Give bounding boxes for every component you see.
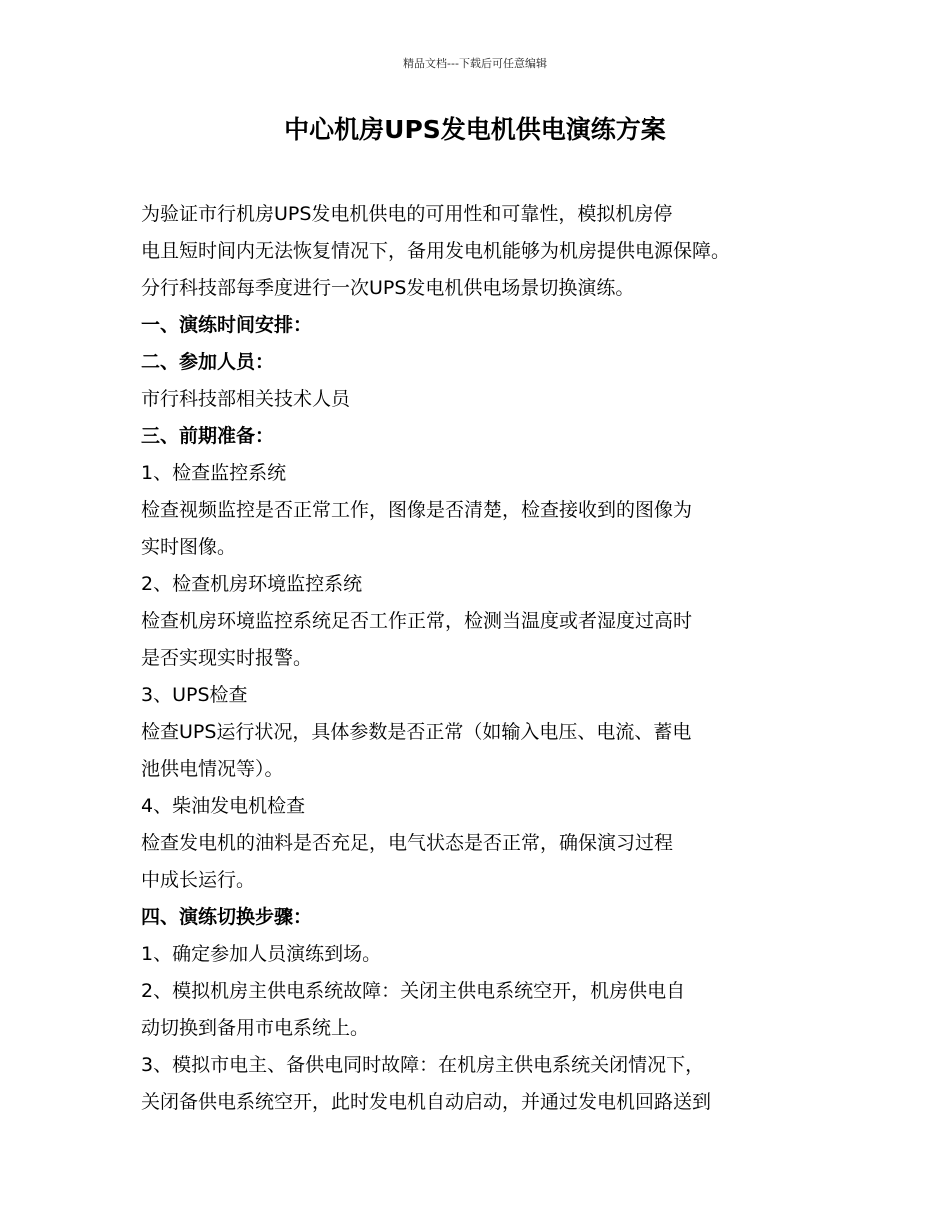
- participants-text: 市行科技部相关技术人员: [141, 388, 351, 410]
- subheading-monitoring: 1、检查监控系统: [141, 462, 287, 484]
- paragraph-line: 池供电情况等）。: [141, 758, 284, 780]
- paragraph-line: 检查视频监控是否正常工作，图像是否清楚，检查接收到的图像为: [141, 499, 693, 521]
- paragraph-line: 检查机房环境监控系统足否工作正常，检测当温度或者湿度过高时: [141, 610, 693, 632]
- document-title: 中心机房UPS发电机供电演练方案: [284, 115, 666, 144]
- intro-paragraph-line: 为验证市行机房UPS发电机供电的可用性和可靠性，模拟机房停: [141, 203, 673, 225]
- step-line: 3、模拟市电主、备供电同时故障：在机房主供电系统关闭情况下，: [141, 1054, 705, 1076]
- intro-paragraph-line: 分行科技部每季度进行一次UPS发电机供电场景切换演练。: [141, 277, 635, 299]
- section-heading-preparation: 三、前期准备：: [141, 425, 275, 447]
- subheading-ups-check: 3、UPS检查: [141, 684, 248, 706]
- subheading-environment-monitoring: 2、检查机房环境监控系统: [141, 573, 363, 595]
- paragraph-line: 检查UPS运行状况，具体参数是否正常（如输入电压、电流、蓄电: [141, 721, 692, 743]
- section-heading-schedule: 一、演练时间安排：: [141, 314, 313, 336]
- step-line: 关闭备供电系统空开，此时发电机自动启动，并通过发电机回路送到: [141, 1091, 712, 1113]
- paragraph-line: 是否实现实时报警。: [141, 647, 313, 669]
- section-heading-participants: 二、参加人员：: [141, 351, 275, 373]
- step-line: 1、确定参加人员演练到场。: [141, 943, 382, 965]
- paragraph-line: 检查发电机的油料是否充足，电气状态是否正常，确保演习过程: [141, 832, 674, 854]
- section-heading-switch-steps: 四、演练切换步骤：: [141, 906, 313, 928]
- intro-paragraph-line: 电且短时间内无法恢复情况下，备用发电机能够为机房提供电源保障。: [141, 240, 731, 262]
- step-line: 2、模拟机房主供电系统故障：关闭主供电系统空开，机房供电自: [141, 980, 686, 1002]
- paragraph-line: 实时图像。: [141, 536, 237, 558]
- document-body: [141, 196, 831, 1121]
- page-header: 精品文档---下载后可任意编辑: [403, 57, 547, 70]
- subheading-generator-check: 4、柴油发电机检查: [141, 795, 306, 817]
- paragraph-line: 中成长运行。: [141, 869, 256, 891]
- step-line: 动切换到备用市电系统上。: [141, 1017, 370, 1039]
